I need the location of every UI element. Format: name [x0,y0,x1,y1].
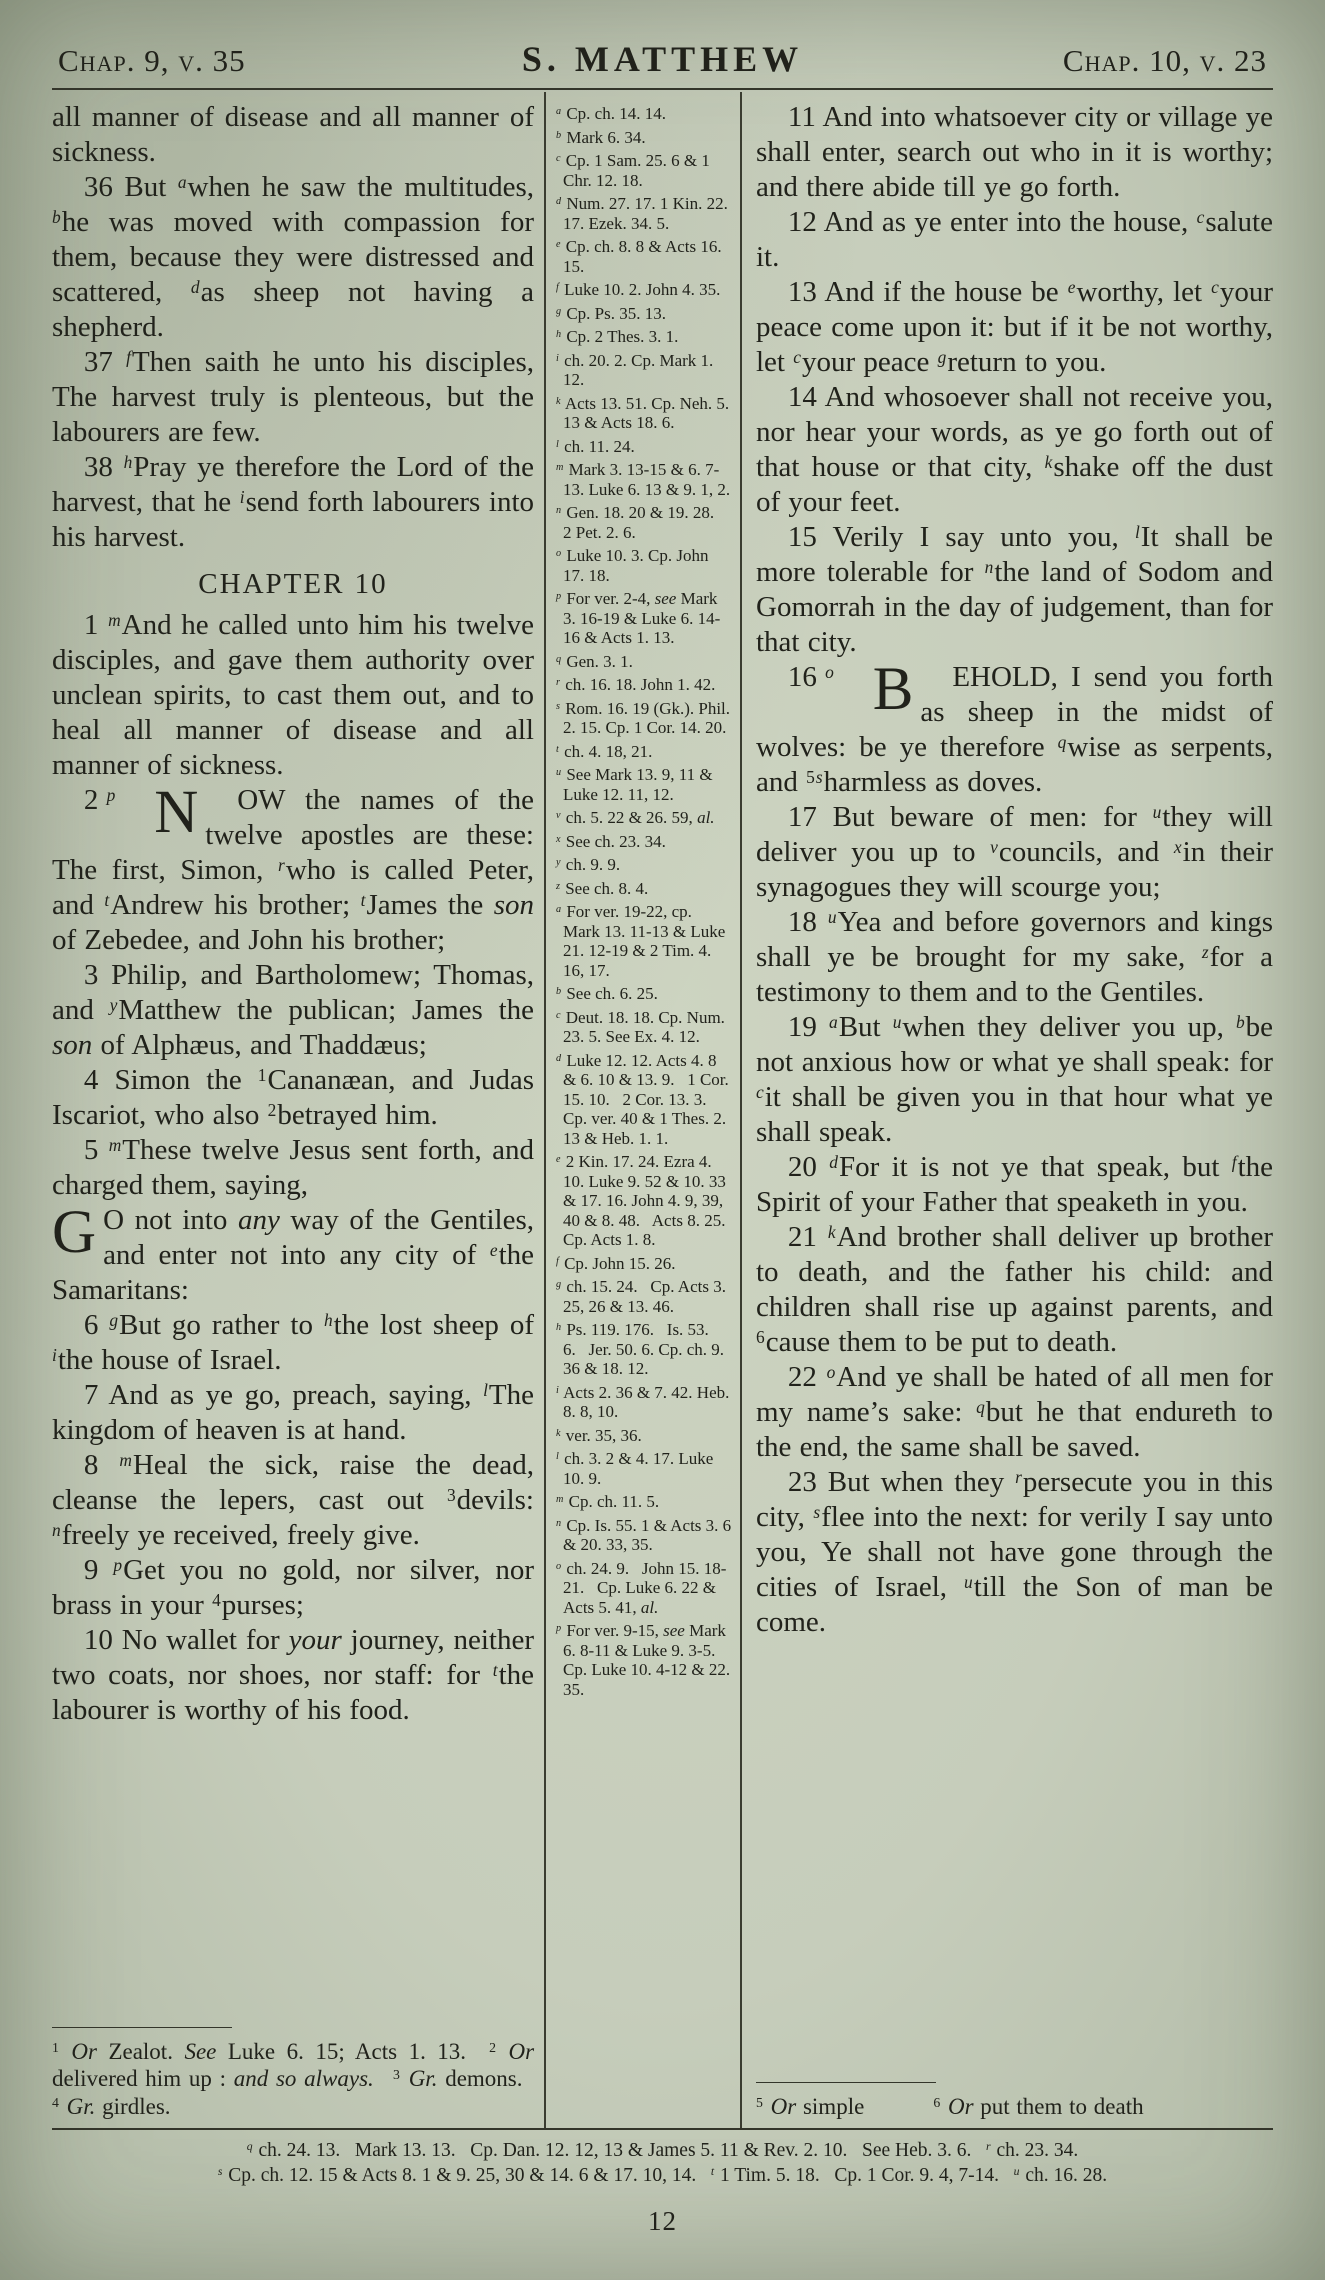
footnote-text: $^1$ Or Zealot. See Luke 6. 15; Acts 1. 13. $^2$ Or delivered him up : and so always. $^3$ Gr. demons. $^4$ Gr. girdles. [52,2038,535,2119]
crossref-marker: p [556,591,562,603]
crossref-marker: n [556,1517,562,1529]
crossref-marker: f [126,346,131,367]
margin-reference: $^f$ Luke 10. 2. John 4. 35. [556,280,721,299]
margin-reference: $^g$ Cp. Ps. 35. 13. [556,303,667,323]
margin-reference: $^u$ See Mark 13. 9, 11 & Luke 12. 11, 12. [556,765,713,804]
margin-reference: $^n$ Cp. Is. 55. 1 & Acts 3. 6 & 20. 33, 35. [556,1515,732,1554]
crossref-marker: r [986,2140,991,2154]
verse-paragraph: 5 $^m$These twelve Jesus sent forth, and charged them, saying, [52,1134,534,1201]
verse-paragraph: 19 $^a$But $^u$when they deliver you up, $^b$be not anxious how or what ye shall speak: for $^c$it shall be given you in that hour what ye shall speak. [756,1011,1273,1148]
crossref-marker: b [52,206,61,227]
crossref-marker: q [246,2140,253,2154]
footnote-divider [52,2027,232,2028]
drop-cap-letter: N [154,779,199,846]
verse-number: 16 $^o$ [787,661,834,693]
footnote-marker: 3 [393,2067,400,2083]
crossref-marker: u [892,1011,902,1032]
margin-reference: $^p$ For ver. 2-4, see Mark 3. 16-19 & Luke 6. 14-16 & Acts 1. 13. [556,589,721,647]
crossref-marker: r [556,677,560,689]
footnote-marker: 6 [756,1326,765,1347]
margin-reference: $^y$ ch. 9. 9. [556,855,621,874]
crossref-marker: b [1235,1011,1245,1032]
verse-paragraph: 17 But beware of men: for $^u$they will deliver you up to $^v$councils, and $^x$in their synagogues they will scourge you; [756,801,1273,903]
footnote-marker: 4 [52,2094,59,2110]
chapter-heading: CHAPTER 10 [198,568,388,600]
margin-reference: $^r$ ch. 16. 18. John 1. 42. [556,675,716,694]
drop-cap-letter: G [52,1199,97,1266]
crossref-marker: p [556,1623,562,1635]
margin-reference: $^e$ 2 Kin. 17. 24. Ezra 4. 10. Luke 9. 52 & 10. 33 & 17. 16. John 4. 9, 39, 40 & 8. 48. Acts 8. 25. Cp. Acts 1. 8. [556,1152,726,1249]
crossref-marker: x [556,833,561,845]
right-text-column [742,92,1273,2128]
margin-reference: $^b$ Mark 6. 34. [556,127,646,147]
crossref-marker: y [556,857,561,869]
margin-reference: $^i$ Acts 2. 36 & 7. 42. Heb. 8. 8, 10. [556,1382,730,1421]
verse-paragraph: 22 $^o$And ye shall be hated of all men for my name’s sake: $^q$but he that endureth to the end, the same shall be saved. [756,1361,1273,1463]
verse-paragraph: 12 And as ye enter into the house, $^c$salute it. [756,206,1273,273]
crossref-marker: i [239,486,245,507]
crossref-marker: t [492,1659,498,1680]
crossref-marker: c [556,1009,561,1021]
margin-reference: $^i$ ch. 20. 2. Cp. Mark 1. 12. [556,350,714,389]
crossref-marker: a [556,106,562,118]
crossref-marker: g [556,305,562,317]
crossref-marker: e [556,239,561,251]
crossref-marker: h [556,329,562,341]
verse-paragraph: 20 $^d$For it is not ye that speak, but $^f$the Spirit of your Father that speaketh in you. [756,1151,1273,1218]
margin-reference: $^n$ Gen. 18. 20 & 19. 28. 2 Pet. 2. 6. [556,503,723,542]
footnote-marker: 4 [212,1589,221,1610]
crossref-marker: c [1196,206,1205,227]
crossref-marker: m [556,462,564,474]
text-columns [52,92,1273,2128]
crossref-marker: o [826,1361,836,1382]
margin-reference: $^d$ Num. 27. 17. 1 Kin. 22. 17. Ezek. 34. 5. [556,194,728,233]
drop-cap [756,656,914,723]
margin-reference: $^a$ For ver. 19-22, cp. Mark 13. 11-13 & Luke 21. 12-19 & 2 Tim. 4. 16, 17. [556,902,726,980]
crossref-marker: c [556,153,561,165]
footnote-divider [756,2082,936,2083]
crossref-marker: e [556,1154,561,1166]
margin-reference: $^t$ ch. 4. 18, 21. [556,741,653,761]
crossref-marker: h [123,451,133,472]
crossref-marker: y [109,994,118,1015]
crossref-marker: k [556,1427,561,1439]
footnote-marker: 1 [52,2039,59,2055]
crossref-marker: g [109,1309,119,1330]
margin-references-column [544,92,742,2128]
margin-reference: $^z$ See ch. 8. 4. [556,878,649,898]
footnote-block [756,2068,1273,2129]
footnote-marker: 6 [933,2094,941,2110]
verse-paragraph: 14 And whosoever shall not receive you, nor hear your words, as ye go forth out of that house or that city, $^k$shake off the dust of your feet. [756,381,1273,518]
crossref-marker: i [52,1344,57,1365]
crossref-marker: k [827,1221,836,1242]
crossref-marker: e [1067,276,1076,297]
crossref-marker: s [813,1501,821,1522]
crossref-marker: i [556,352,559,364]
crossref-marker: l [483,1379,488,1400]
crossref-marker: n [984,556,994,577]
margin-reference: $^s$ Rom. 16. 19 (Gk.). Phil. 2. 15. Cp. 1 Cor. 14. 20. [556,698,731,737]
crossref-marker: c [793,346,801,367]
margin-reference: $^x$ See ch. 23. 34. [556,831,666,851]
verse-paragraph: all manner of disease and all manner of sickness. [52,101,534,168]
verse-paragraph: 11 And into whatsoever city or village ye shall enter, search out who in it is worthy; and there abide till ye go forth. [756,101,1273,203]
crossref-marker: a [177,171,187,192]
crossref-marker: i [556,1384,559,1396]
margin-reference: $^h$ Cp. 2 Thes. 3. 1. [556,327,679,346]
verse-paragraph: 1 $^m$And he called unto him his twelve disciples, and gave them authority over unclean spirits, to cast them out, and to heal all manner of disease and all manner of sickness. [52,609,535,781]
crossref-marker: k [556,395,561,407]
footnote-marker: 2 [267,1099,277,1120]
crossref-marker: l [1134,521,1140,542]
crossref-marker: t [556,743,559,755]
margin-reference: $^l$ ch. 11. 24. [556,436,635,456]
crossref-marker: b [556,986,562,998]
crossref-marker: d [829,1151,838,1172]
footnote-marker: 5 [806,766,815,787]
footnote-marker: 1 [257,1064,267,1085]
book-title: S. MATTHEW [521,39,804,79]
margin-reference: $^f$ Cp. John 15. 26. [556,1253,676,1273]
crossref-marker: f [1231,1151,1237,1172]
chapter-ref-left: Chap. 9, v. 35 [58,43,246,78]
margin-reference: $^m$ Cp. ch. 11. 5. [556,1492,660,1511]
crossref-marker: q [556,653,562,665]
verse-paragraph: 21 $^k$And brother shall deliver up brother to death, and the father his child: and children shall rise up against parents, and $^6$cause them to be put to death. [756,1221,1273,1358]
page-header [52,38,1273,88]
margin-reference: $^o$ ch. 24. 9. John 15. 18-21. Cp. Luke 6. 22 & Acts 5. 41, al. [556,1558,727,1617]
crossref-marker: a [829,1011,838,1032]
crossref-marker: q [1057,731,1067,752]
crossref-marker: m [108,609,121,630]
verse-paragraph: 18 $^u$Yea and before governors and kings shall ye be brought for my sake, $^z$for a testimony to them and to the Gentiles. [756,906,1273,1008]
drop-cap [52,779,199,846]
verse-paragraph: 10 No wallet for your journey, neither two coats, nor shoes, nor staff: for $^t$the labourer is worthy of his food. [52,1624,534,1726]
margin-reference: $^c$ Deut. 18. 18. Cp. Num. 23. 5. See Ex. 4. 12. [556,1007,725,1046]
verse-paragraph: G O not into any way of the Gentiles, and enter not into any city of $^e$the Samaritans: [52,1199,534,1306]
footnote-block [52,2013,534,2129]
verse-paragraph: 38 $^h$Pray ye therefore the Lord of the harvest, that he $^i$send forth labourers into his harvest. [52,451,535,553]
crossref-marker: v [556,810,561,822]
verse-paragraph: 9 $^p$Get you no gold, nor silver, nor brass in your $^4$purses; [52,1554,534,1621]
verse-paragraph: 36 But $^a$when he saw the multitudes, $^b$he was moved with compassion for them, because they were distressed and scattered, $^d$as sheep not having a shepherd. [52,171,534,343]
crossref-marker: b [556,129,562,141]
crossref-marker: t [710,2165,715,2179]
verse-paragraph: 23 But when they $^r$persecute you in this city, $^s$flee into the next: for verily I say unto you, Ye shall not have gone through the cities of Israel, $^u$till the Son of man be come. [756,1466,1273,1638]
margin-reference: $^e$ Cp. ch. 8. 8 & Acts 16. 15. [556,237,722,276]
crossref-marker: m [108,1134,122,1155]
drop-cap [52,1199,97,1266]
crossref-marker: h [323,1309,333,1330]
header-rule [52,88,1273,90]
verse-paragraph: 15 Verily I say unto you, $^l$It shall be more tolerable for $^n$the land of Sodom and Gomorrah in the day of judgement, than for that city. [756,521,1273,658]
crossref-marker: s [217,2165,223,2179]
crossref-marker: a [556,904,562,916]
margin-reference: $^p$ For ver. 9-15, see Mark 6. 8-11 & Luke 9. 3-5. Cp. Luke 10. 4-12 & 22. 35. [556,1621,731,1699]
crossref-marker: f [556,282,559,294]
crossref-marker: s [556,700,560,712]
margin-reference: $^c$ Cp. 1 Sam. 25. 6 & 1 Chr. 12. 18. [556,151,710,190]
crossref-marker: z [1201,941,1209,962]
margin-reference: $^h$ Ps. 119. 176. Is. 53. 6. Jer. 50. 6. Cp. ch. 9. 36 & 18. 12. [556,1320,725,1378]
verse-paragraph: 6 $^g$But go rather to $^h$the lost sheep of $^i$the house of Israel. [52,1309,535,1376]
crossref-marker: o [556,548,562,560]
crossref-marker: l [556,1451,559,1463]
verse-paragraph: 16 $^o$ B EHOLD, I send you forth as sheep in the midst of wolves: be ye therefore $^q$wise as serpents, and $^{5s}$harmless as doves. [756,656,1273,798]
footnote-text: $^5$ Or simple $^6$ Or put them to death [756,2093,1144,2119]
verse-paragraph: 4 Simon the $^1$Cananæan, and Judas Iscariot, who also $^2$betrayed him. [52,1064,534,1131]
bottom-notes [52,2130,1273,2188]
crossref-marker: d [556,1052,562,1064]
crossref-marker: g [937,346,947,367]
verse-paragraph: 7 And as ye go, preach, saying, $^l$The kingdom of heaven is at hand. [52,1379,534,1446]
crossref-marker: c [1211,276,1219,297]
crossref-marker: r [278,854,285,875]
margin-reference: $^l$ ch. 3. 2 & 4. 17. Luke 10. 9. [556,1449,714,1488]
margin-reference: $^b$ See ch. 6. 25. [556,984,658,1003]
verse-paragraph: 3 Philip, and Bartholomew; Thomas, and $^y$Matthew the publican; James the son of Alphæus, and Thaddæus; [52,959,534,1061]
page-number: 12 [648,2206,677,2236]
crossref-marker: n [556,505,562,517]
crossref-marker: s [815,766,823,787]
bottom-note-line-2: $^s$ Cp. ch. 12. 15 & Acts 8. 1 & 9. 25, 30 & 14. 6 & 17. 10, 14. $^t$ 1 Tim. 5. 18. Cp. 1 Cor. 9. 4, 7-14. $^u$ ch. 16. 28. [217,2165,1108,2186]
crossref-marker: e [489,1239,498,1260]
margin-reference: $^k$ Acts 13. 51. Cp. Neh. 5. 13 & Acts 18. 6. [556,393,730,432]
crossref-marker: m [556,1494,564,1506]
margin-reference: $^m$ Mark 3. 13-15 & 6. 7-13. Luke 6. 13 & 9. 1, 2. [556,460,731,499]
crossref-marker: u [1152,801,1162,822]
crossref-marker: t [104,889,110,910]
verse-paragraph: 8 $^m$Heal the sick, raise the dead, cleanse the lepers, cast out $^3$devils: $^n$freely ye received, freely give. [52,1449,535,1551]
verse-paragraph: 37 $^f$Then saith he unto his disciples, The harvest truly is plenteous, but the labourers are few. [52,346,534,448]
crossref-marker: q [976,1396,985,1417]
crossref-marker: r [1015,1466,1022,1487]
margin-reference: $^d$ Luke 12. 12. Acts 4. 8 & 6. 10 & 13. 9. 1 Cor. 15. 10. 2 Cor. 13. 3. Cp. ver. 40 & 1 Thes. 2. 13 & Heb. 1. 1. [556,1050,729,1148]
crossref-marker: v [990,836,998,857]
chapter-ref-right: Chap. 10, v. 23 [1062,43,1267,78]
crossref-marker: f [556,1255,559,1267]
crossref-marker: k [1044,451,1053,472]
margin-reference: $^o$ Luke 10. 3. Cp. John 17. 18. [556,546,709,585]
margin-reference: $^v$ ch. 5. 22 & 26. 59, al. [556,808,715,827]
crossref-marker: d [190,276,200,297]
footnote-marker: 5 [756,2094,763,2110]
margin-reference: $^q$ Gen. 3. 1. [556,651,633,671]
verse-paragraph: 13 And if the house be $^e$worthy, let $^c$your peace come upon it: but if it be not worthy, let $^c$your peace $^g$return to you. [756,276,1273,378]
crossref-marker: p [113,1554,123,1575]
verse-paragraph: 2 $^p$ N OW the names of the twelve apostles are these: The first, Simon, $^r$who is called Peter, and $^t$Andrew his brother; $^t$James the son of Zebedee, and John his brother; [52,779,535,956]
crossref-marker: u [1013,2165,1020,2179]
crossref-marker: p [106,784,116,805]
footnote-marker: 3 [446,1484,456,1505]
footnote-marker: 2 [489,2039,496,2055]
crossref-marker: l [556,438,559,450]
margin-reference: $^g$ ch. 15. 24. Cp. Acts 3. 25, 26 & 13. 46. [556,1277,726,1316]
crossref-marker: u [827,906,837,927]
crossref-marker: x [1173,836,1182,857]
crossref-marker: h [556,1322,562,1334]
margin-reference: $^a$ Cp. ch. 14. 14. [556,104,666,123]
left-text-column [52,92,544,2128]
page-footer [52,2130,1273,2237]
crossref-marker: t [360,889,366,910]
crossref-marker: c [756,1081,764,1102]
verse-number: 2 $^p$ [83,784,116,816]
crossref-marker: g [556,1279,562,1291]
crossref-marker: o [825,661,834,682]
margin-reference: $^k$ ver. 35, 36. [556,1425,642,1445]
crossref-marker: z [556,880,560,892]
crossref-marker: u [556,767,562,779]
crossref-marker: m [119,1449,132,1470]
crossref-marker: o [556,1560,562,1572]
crossref-marker: n [52,1519,61,1540]
crossref-marker: d [556,196,562,208]
crossref-marker: u [964,1571,973,1592]
drop-cap-letter: B [872,656,914,723]
bottom-note-line-1: $^q$ ch. 24. 13. Mark 13. 13. Cp. Dan. 12. 12, 13 & James 5. 11 & Rev. 2. 10. See Heb. 3. 6. $^r$ ch. 23. 34. [246,2140,1079,2161]
